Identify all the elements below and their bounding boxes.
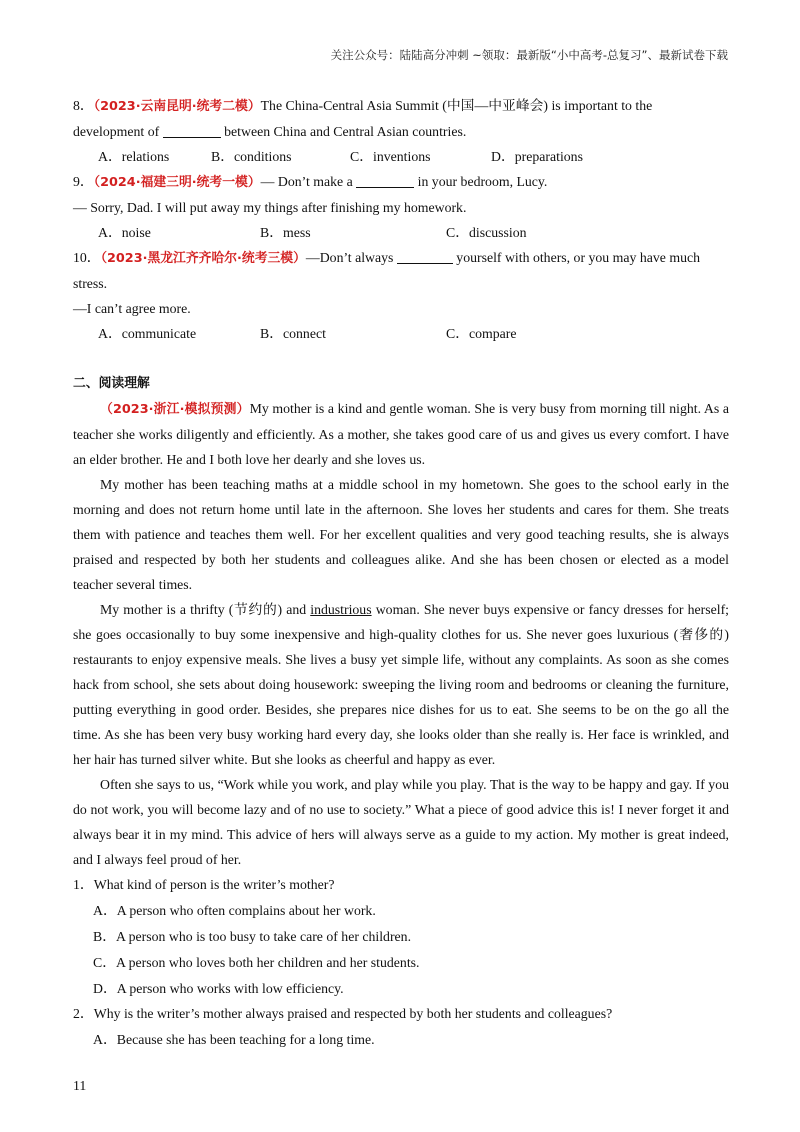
question-8-line-2 bbox=[73, 119, 729, 144]
option-b: B．mess bbox=[260, 225, 311, 240]
option-a: A．Because she has been teaching for a long time. bbox=[93, 1032, 375, 1047]
question-source: （2024·福建三明·统考一模） bbox=[93, 175, 261, 190]
option-c: C．discussion bbox=[446, 225, 527, 240]
question-source: （2023·黑龙江齐齐哈尔·统考三模） bbox=[100, 251, 306, 266]
option-b: B．conditions bbox=[211, 149, 292, 164]
question-10-line-1 bbox=[73, 245, 729, 271]
question-10-line-3: —I can’t agree more. bbox=[73, 301, 191, 316]
answer-blank bbox=[397, 249, 453, 264]
question-9-line-1 bbox=[73, 169, 729, 195]
option-c: C．inventions bbox=[350, 149, 431, 164]
question-8-options bbox=[73, 144, 729, 169]
reading-question-1: 1．What kind of person is the writer’s mother? bbox=[73, 877, 335, 892]
passage-paragraph-2: My mother has been teaching maths at a middle school in my hometown. She goes to the school early in the morning and does not return home until late in the afternoon. She loves her students and cares for them. She treats them with patience and teaches them well. For her excellent qualities and very good teaching results, she is always praised and respected by both her students and colleagues alike. And she has been chosen or elected as a model teacher several times. bbox=[73, 477, 729, 592]
document-body bbox=[73, 93, 729, 1052]
answer-blank bbox=[163, 123, 221, 138]
paragraph-text: My mother is a kind and gentle woman. She is very busy from morning till night. As a teacher she works diligently and efficiently. As a mother, she takes good care of us and gives us every comfort. I have an elder brother. He and I both love her dearly and she loves us. bbox=[73, 401, 730, 467]
question-10-line-2: stress. bbox=[73, 276, 108, 291]
option-c: C．compare bbox=[446, 326, 517, 341]
option-d: D．preparations bbox=[491, 149, 583, 164]
question-number: 10． bbox=[73, 250, 101, 265]
passage-source: （2023·浙江·模拟预测） bbox=[100, 402, 250, 417]
page-header: 关注公众号：陆陆高分冲刺 ~领取：最新版“小中高考-总复习”、最新试卷下载 bbox=[330, 48, 728, 62]
option-d: D．A person who works with low efficiency. bbox=[93, 981, 344, 996]
section-heading: 二、阅读理解 bbox=[73, 376, 150, 391]
answer-blank bbox=[356, 173, 414, 188]
question-9-options bbox=[73, 220, 729, 245]
option-c: C．A person who loves both her children and her students. bbox=[93, 955, 420, 970]
question-number: 8． bbox=[73, 98, 94, 113]
page-number: 11 bbox=[73, 1078, 87, 1093]
question-number: 9． bbox=[73, 174, 94, 189]
option-a: A．noise bbox=[98, 225, 151, 240]
reading-question-2: 2．Why is the writer’s mother always praised and respected by both her students and colleagues? bbox=[73, 1006, 613, 1021]
paragraph-text: woman. She never buys expensive or fancy dresses for herself; she goes occasionally to buy some inexpensive and high-quality clothes for us. She never goes luxurious (奢侈的) restaurants to enjoy expensive meals. She lives a busy yet simple life, without any complaints. As soon as she comes hack from school, she sets about doing housework: sweeping the living room and bedrooms or cleaning the furniture, putting everything in good order. Besides, she prepares nice dishes for us to eat. She seems to be on the go all the time. As she has been very busy working hard every day, she looks older than she really is. Her face is wrinkled, and her hair has turned silver white. But she looks as cheerful and happy as ever. bbox=[73, 602, 729, 767]
question-text: —Don’t always bbox=[305, 250, 394, 265]
option-b: B．connect bbox=[260, 326, 326, 341]
option-a: A．relations bbox=[98, 149, 170, 164]
question-8-line-1 bbox=[73, 93, 729, 119]
question-text: — Don’t make a bbox=[260, 174, 353, 189]
passage-paragraph-4: Often she says to us, “Work while you work, and play while you play. That is the way to be happy and gay. If you do not work, you will become lazy and of no use to society.” What a piece of good advice this is! I never forget it and always bear it in my mind. This advice of hers will always serve as a guide to my action. My mother is great indeed, and I always feel proud of her. bbox=[73, 777, 729, 867]
option-a: A．communicate bbox=[98, 326, 197, 341]
underlined-word: industrious bbox=[310, 602, 372, 617]
option-a: A．A person who often complains about her work. bbox=[93, 903, 376, 918]
passage-paragraph-3 bbox=[73, 597, 729, 772]
question-text: development of bbox=[73, 124, 160, 139]
paragraph-text: My mother is a thrifty (节约的) and bbox=[100, 602, 311, 617]
question-text: in your bedroom, Lucy. bbox=[414, 174, 548, 189]
question-10-options bbox=[73, 321, 729, 346]
question-text: between China and Central Asian countries. bbox=[220, 124, 467, 139]
question-source: （2023·云南昆明·统考二模） bbox=[93, 99, 261, 114]
question-text: yourself with others, or you may have much bbox=[452, 250, 700, 265]
question-text: The China-Central Asia Summit (中国—中亚峰会) is important to the bbox=[260, 98, 653, 113]
passage-paragraph-1 bbox=[73, 396, 729, 472]
question-9-line-2: — Sorry, Dad. I will put away my things after finishing my homework. bbox=[73, 200, 467, 215]
option-b: B．A person who is too busy to take care of her children. bbox=[93, 929, 412, 944]
